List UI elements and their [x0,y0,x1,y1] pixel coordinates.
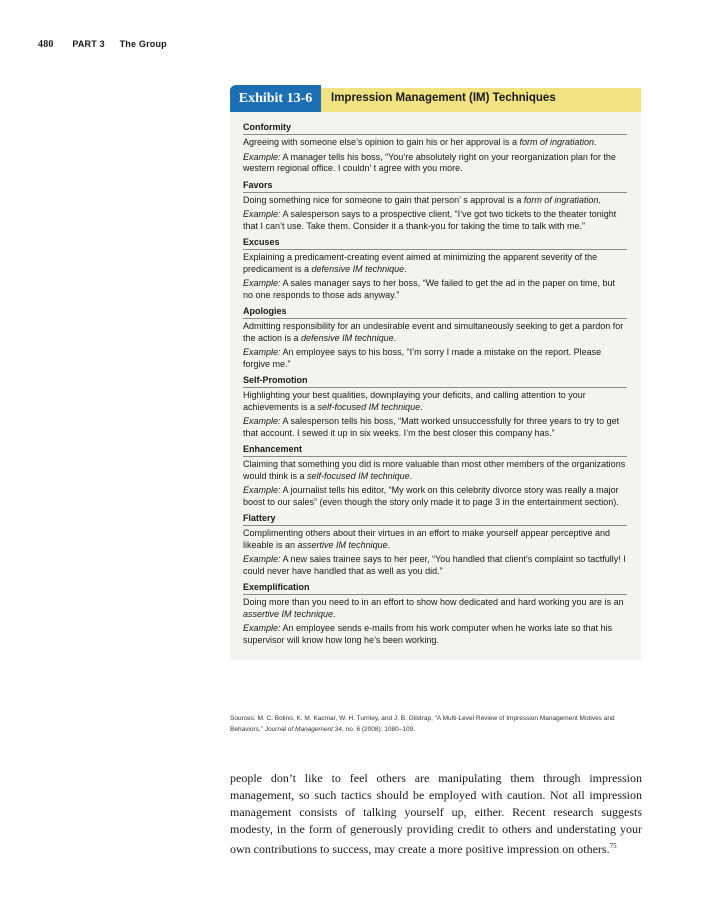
definition-end: . [594,137,597,147]
definition-term: assertive IM technique [243,608,334,619]
part-label: PART 3 [72,39,105,49]
technique-example [243,416,627,439]
example-label: Example: [243,623,281,633]
definition-end: . [333,608,336,619]
example-label: Example: [243,209,281,219]
technique-title: Apologies [243,305,627,319]
technique-definition [243,195,627,207]
technique-example [243,278,627,301]
technique-definition [243,528,627,551]
technique-title: Favors [243,179,627,193]
technique-definition [243,597,627,620]
example-text: A sales manager says to her boss, “We failed to get the ad in the paper on time, but no one responds to those ads anyway.” [243,278,616,300]
technique-example [243,554,627,577]
example-text: A salesperson says to a prospective client, “I’ve got two tickets to the theater tonight that I can’t use. Take them. Consider it a thank-you for taking the time to talk with me.” [243,209,617,231]
example-label: Example: [243,347,281,357]
definition-end: . [393,332,397,343]
technique-section [243,121,627,175]
exhibit-title-bar [230,88,641,112]
example-text: An employee sends e-mails from his work computer when he works late so that his supervisor will know how long he’s been working. [243,623,613,645]
definition-text: Doing something nice for someone to gain that person’ s approval is a [243,194,524,205]
example-label: Example: [243,485,281,495]
example-label: Example: [243,278,281,288]
technique-title: Excuses [243,236,627,250]
exhibit-body [230,112,641,660]
example-text: A manager tells his boss, “You’re absolutely right on your reorganization plan for the western regional office. I couldn’ t agree with you more. [243,151,616,173]
technique-section [243,512,627,577]
technique-example [243,347,627,370]
definition-term: self-focused IM technique [307,470,410,481]
definition-end: . [387,539,391,550]
definition-text: Complimenting others about their virtues in an effort to make yourself appear perceptive and likeable is an [243,528,611,550]
technique-title: Flattery [243,512,627,526]
example-label: Example: [243,554,281,564]
definition-term: form of ingratiation [519,137,595,147]
definition-end: . [598,194,601,205]
section-label: The Group [119,39,167,49]
technique-section [243,443,627,508]
sources-note [230,713,630,735]
technique-definition [243,137,627,149]
technique-definition [243,390,627,413]
exhibit-tag: Exhibit 13-6 [230,85,321,112]
definition-text: Doing more than you need to in an effort to show how dedicated and hard working you are is an [243,597,624,607]
sources-journal: Journal of Management [264,726,333,733]
body-text: people don’t like to feel others are manipulating them through impression management, so such tactics should be employed with caution. Not all impression management consists of talking yourself up, either. Recent research suggests modesty, in the form of generously providing credit to others and understating your own contributions to success, may create a more positive impression on others. [230,771,642,856]
definition-text: Admitting responsibility for an undesirable event and simultaneously seeking to get a pardon for the action is a [243,321,624,343]
page-number: 480 [38,39,54,50]
technique-title: Conformity [243,121,627,135]
sources-citation: 34, no. 6 (2008): 1080–109. [332,726,416,733]
sources-text: Sources: M. C. Bolino, K. M. Kacmar, W. H. Turnley, and J. B. Gilstrap, “A Multi-Level Review of Impression Management Motives and Behaviors,” [230,715,615,733]
example-text: A salesperson tells his boss, “Matt worked unsuccessfully for three years to try to get that account. I sewed it up in six weeks. I’m the best closer this company has.” [243,416,620,438]
exhibit-box [230,88,641,660]
technique-section [243,179,627,233]
technique-section [243,305,627,370]
definition-term: form of ingratiation [523,194,599,205]
definition-text: Explaining a predicament-creating event aimed at minimizing the apparent severity of the predicament is a [243,252,598,274]
definition-end: . [420,401,423,412]
technique-definition [243,321,627,344]
definition-term: defensive IM technique [311,263,405,274]
technique-title: Self-Promotion [243,374,627,388]
definition-term: self-focused IM technique [317,401,421,412]
exhibit-title: Impression Management (IM) Techniques [331,92,556,104]
technique-definition [243,252,627,275]
body-paragraph [230,770,642,858]
technique-example [243,623,627,646]
definition-end: . [409,470,413,481]
example-text: An employee says to his boss, “I’m sorry I made a mistake on the report. Please forgive me.” [243,347,602,369]
example-label: Example: [243,151,281,162]
technique-example [243,152,627,175]
definition-end: . [404,263,407,274]
page-header [38,39,167,50]
definition-text: Highlighting your best qualities, downplaying your deficits, and calling attention to your achievements is a [243,390,586,412]
technique-section [243,236,627,301]
example-text: A journalist tells his editor, “My work on this celebrity divorce story was really a major boost to our sales” (even though the story only made it to page 3 in the entertainment section). [243,485,619,507]
definition-term: assertive IM technique [297,539,388,550]
example-label: Example: [243,416,281,426]
technique-title: Enhancement [243,443,627,457]
endnote-marker: 75 [609,842,617,850]
definition-term: defensive IM technique [301,332,394,343]
technique-title: Exemplification [243,581,627,595]
technique-section [243,374,627,439]
example-text: A new sales trainee says to her peer, “You handled that client’s complaint so tactfully! I could never have handled that as well as you did.” [243,554,626,576]
definition-text: Claiming that something you did is more valuable than most other members of the organizations would think is a [243,459,626,481]
technique-definition [243,459,627,482]
technique-section [243,581,627,646]
definition-text: Agreeing with someone else’s opinion to gain his or her approval is a [243,137,520,147]
technique-example [243,209,627,232]
technique-example [243,485,627,508]
